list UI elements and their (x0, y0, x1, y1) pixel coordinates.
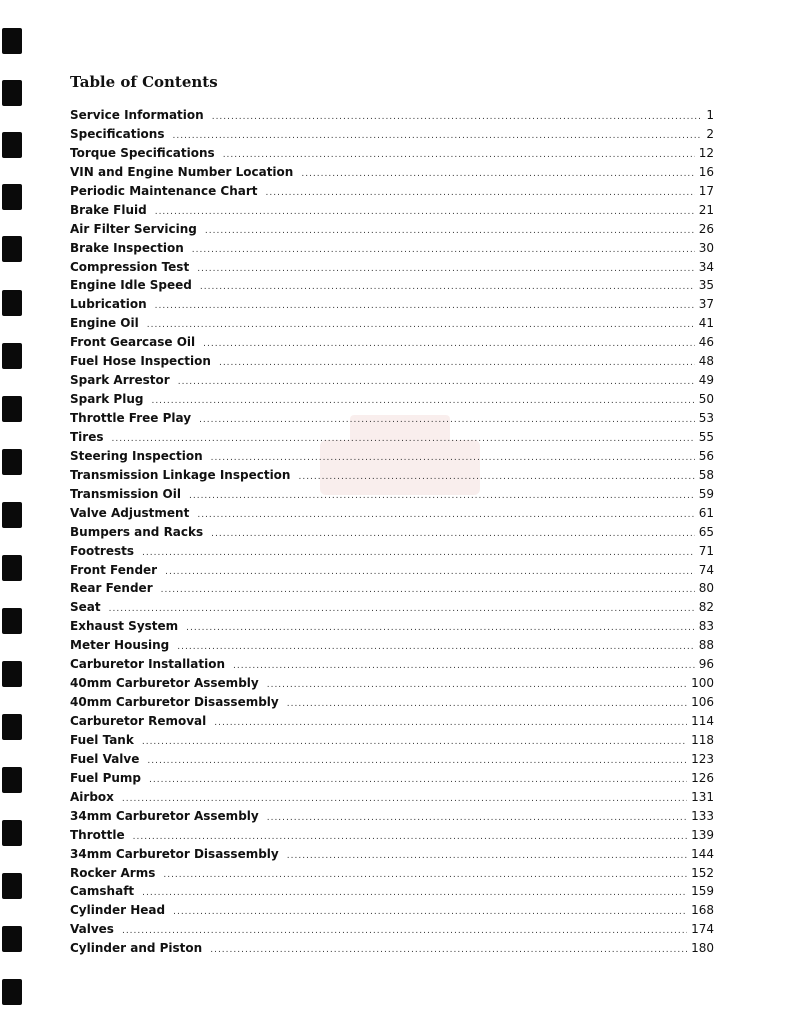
toc-dot-leader (173, 903, 687, 922)
toc-entry[interactable] (70, 504, 714, 523)
toc-dot-leader (155, 297, 695, 316)
toc-entry-title: Fuel Valve (70, 751, 140, 766)
toc-page-number: 30 (698, 240, 714, 255)
toc-entry-title: Footrests (70, 543, 135, 558)
toc-entry[interactable] (70, 371, 714, 390)
punch-hole (2, 132, 22, 158)
toc-page-number: 48 (698, 354, 714, 369)
toc-entry-title: Engine Oil (70, 316, 139, 331)
punch-hole (2, 343, 22, 369)
toc-dot-leader (177, 638, 694, 657)
toc-page-number: 100 (691, 676, 714, 691)
toc-page-number: 26 (698, 221, 714, 236)
toc-entry-title: Tires (70, 429, 104, 444)
toc-page-number: 49 (698, 373, 714, 388)
toc-dot-leader (109, 600, 695, 619)
toc-page-number: 21 (698, 202, 714, 217)
toc-entry[interactable] (70, 182, 714, 201)
toc-entry[interactable] (70, 523, 714, 542)
toc-entry-title: 40mm Carburetor Assembly (70, 676, 259, 691)
toc-entry[interactable] (70, 295, 714, 314)
toc-entry-title: Camshaft (70, 884, 135, 899)
toc-dot-leader (147, 316, 695, 335)
toc-entry-title: Meter Housing (70, 638, 170, 653)
toc-entry-title: Transmission Linkage Inspection (70, 467, 291, 482)
toc-dot-leader (142, 733, 687, 752)
toc-page-number: 46 (698, 335, 714, 350)
punch-hole (2, 661, 22, 687)
toc-page-number: 58 (698, 467, 714, 482)
toc-page-number: 80 (698, 581, 714, 596)
toc-entry-title: Brake Inspection (70, 240, 184, 255)
toc-entry-title: Valve Adjustment (70, 505, 190, 520)
toc-entry[interactable] (70, 258, 714, 277)
toc-page-number: 37 (698, 297, 714, 312)
toc-page-number: 2 (706, 126, 714, 141)
toc-entry-title: Periodic Maintenance Chart (70, 183, 258, 198)
toc-page-number: 152 (691, 865, 714, 880)
toc-dot-leader (165, 563, 695, 582)
toc-dot-leader (142, 884, 687, 903)
toc-entry[interactable] (70, 845, 714, 864)
punch-hole (2, 502, 22, 528)
toc-entry-title: Lubrication (70, 297, 147, 312)
toc-page-number: 1 (706, 108, 714, 122)
toc-entry-title: Cylinder Head (70, 903, 166, 918)
punch-hole (2, 714, 22, 740)
punch-hole (2, 80, 22, 106)
punch-hole (2, 873, 22, 899)
toc-page-number: 61 (698, 505, 714, 520)
toc-entry[interactable] (70, 901, 714, 920)
toc-page-number: 131 (691, 789, 714, 804)
toc-page-number: 139 (691, 827, 714, 842)
toc-dot-leader (219, 354, 695, 373)
toc-page-number: 96 (698, 657, 714, 672)
toc-entry[interactable] (70, 750, 714, 769)
toc-entry-title: Steering Inspection (70, 448, 203, 463)
toc-entry[interactable] (70, 769, 714, 788)
toc-dot-leader (172, 127, 702, 146)
toc-page-number: 59 (698, 486, 714, 501)
toc-dot-leader (212, 108, 703, 127)
toc-page-number: 118 (691, 732, 714, 747)
toc-dot-leader (266, 184, 695, 203)
toc-dot-leader (147, 752, 687, 771)
toc-entry-title: Carburetor Removal (70, 714, 207, 728)
toc-entry-title: Throttle Free Play (70, 411, 192, 425)
toc-page-number: 123 (691, 751, 714, 766)
toc-page-number: 83 (698, 619, 714, 634)
toc-dot-leader (214, 714, 687, 733)
toc-page-number: 114 (691, 714, 714, 728)
toc-entry-title: Rocker Arms (70, 865, 156, 880)
punch-hole (2, 449, 22, 475)
toc-page-number: 174 (691, 922, 714, 937)
toc-dot-leader (287, 847, 687, 866)
toc-entry-title: Cylinder and Piston (70, 941, 203, 956)
toc-dot-leader (155, 203, 695, 222)
toc-entry[interactable] (70, 125, 714, 144)
toc-page-number: 180 (691, 941, 714, 956)
toc-entry[interactable] (70, 390, 714, 409)
toc-dot-leader (267, 676, 687, 695)
toc-entry-title: Spark Arrestor (70, 373, 170, 388)
toc-page-number: 35 (698, 278, 714, 293)
toc-entry[interactable] (70, 239, 714, 258)
page-title: Table of Contents (70, 73, 218, 91)
punch-hole (2, 767, 22, 793)
toc-entry-title: Carburetor Installation (70, 657, 226, 672)
toc-entry-title: 34mm Carburetor Disassembly (70, 846, 279, 861)
toc-entry-title: Transmission Oil (70, 486, 181, 501)
toc-entry[interactable] (70, 939, 714, 958)
toc-dot-leader (197, 260, 695, 279)
toc-entry-title: Service Information (70, 108, 204, 122)
punch-hole (2, 290, 22, 316)
punch-hole (2, 926, 22, 952)
toc-dot-leader (142, 544, 695, 563)
toc-entry-title: Valves (70, 922, 114, 937)
toc-dot-leader (199, 411, 695, 430)
toc-entry[interactable] (70, 882, 714, 901)
toc-entry-title: Front Gearcase Oil (70, 335, 196, 350)
toc-entry-title: Spark Plug (70, 392, 144, 407)
toc-entry[interactable] (70, 826, 714, 845)
toc-entry[interactable] (70, 693, 714, 712)
toc-page-number: 53 (698, 411, 714, 425)
toc-entry-title: Rear Fender (70, 581, 153, 596)
punch-hole (2, 236, 22, 262)
toc-page-number: 65 (698, 524, 714, 539)
toc-page-number: 82 (698, 600, 714, 615)
toc-dot-leader (267, 809, 687, 828)
toc-entry-title: Throttle (70, 827, 125, 842)
toc-dot-leader (163, 866, 687, 885)
toc-page-number: 56 (698, 448, 714, 463)
toc-entry-title: Airbox (70, 789, 114, 804)
toc-entry-title: VIN and Engine Number Location (70, 164, 294, 179)
toc-page-number: 50 (698, 392, 714, 407)
toc-dot-leader (197, 506, 694, 525)
toc-entry-title: Front Fender (70, 562, 158, 577)
toc-entry[interactable] (70, 485, 714, 504)
toc-entry[interactable] (70, 920, 714, 939)
punch-hole (2, 979, 22, 1005)
toc-entry-title: Specifications (70, 126, 165, 141)
toc-entry[interactable] (70, 731, 714, 750)
toc-dot-leader (233, 657, 695, 676)
toc-entry[interactable] (70, 864, 714, 883)
toc-entry[interactable] (70, 106, 714, 125)
toc-entry-title: Fuel Pump (70, 770, 142, 785)
toc-dot-leader (149, 771, 687, 790)
toc-dot-leader (205, 222, 695, 241)
punch-hole (2, 396, 22, 422)
toc-dot-leader (298, 468, 694, 487)
toc-entry[interactable] (70, 276, 714, 295)
toc-entry[interactable] (70, 333, 714, 352)
toc-dot-leader (211, 525, 695, 544)
toc-entry[interactable] (70, 636, 714, 655)
toc-entry-title: Exhaust System (70, 619, 179, 634)
toc-entry[interactable] (70, 314, 714, 333)
toc-entry[interactable] (70, 220, 714, 239)
toc-page-number: 126 (691, 770, 714, 785)
toc-dot-leader (178, 373, 695, 392)
toc-entry-title: 34mm Carburetor Assembly (70, 808, 259, 823)
toc-dot-leader (301, 165, 694, 184)
toc-page-number: 71 (698, 543, 714, 558)
punch-hole (2, 555, 22, 581)
toc-entry[interactable] (70, 466, 714, 485)
toc-entry[interactable] (70, 201, 714, 220)
toc-entry[interactable] (70, 674, 714, 693)
toc-entry[interactable] (70, 598, 714, 617)
toc-page-number: 144 (691, 846, 714, 861)
toc-dot-leader (151, 392, 694, 411)
toc-entry[interactable] (70, 352, 714, 371)
toc-entry[interactable] (70, 617, 714, 636)
table-of-contents (70, 106, 714, 958)
toc-page-number: 159 (691, 884, 714, 899)
toc-dot-leader (189, 487, 695, 506)
toc-entry-title: Compression Test (70, 259, 190, 274)
toc-entry[interactable] (70, 447, 714, 466)
punch-hole (2, 28, 22, 54)
toc-page-number: 12 (698, 145, 714, 160)
toc-page-number: 88 (698, 638, 714, 653)
toc-page-number: 17 (698, 183, 714, 198)
punch-hole (2, 820, 22, 846)
toc-entry[interactable] (70, 428, 714, 447)
toc-entry[interactable] (70, 561, 714, 580)
toc-entry[interactable] (70, 163, 714, 182)
toc-page-number: 106 (691, 695, 714, 710)
toc-entry-title: Brake Fluid (70, 202, 147, 217)
toc-page-number: 41 (698, 316, 714, 331)
toc-dot-leader (161, 581, 695, 600)
toc-entry-title: Engine Idle Speed (70, 278, 192, 293)
toc-dot-leader (186, 619, 695, 638)
punch-hole (2, 608, 22, 634)
toc-dot-leader (192, 241, 695, 260)
toc-entry[interactable] (70, 788, 714, 807)
toc-entry[interactable] (70, 579, 714, 598)
toc-entry-title: Air Filter Servicing (70, 221, 197, 236)
toc-entry[interactable] (70, 409, 714, 428)
toc-dot-leader (200, 278, 695, 297)
toc-entry[interactable] (70, 542, 714, 561)
toc-entry[interactable] (70, 655, 714, 674)
toc-dot-leader (210, 941, 687, 960)
toc-entry-title: 40mm Carburetor Disassembly (70, 695, 279, 710)
toc-entry-title: Seat (70, 600, 101, 615)
toc-entry-title: Torque Specifications (70, 145, 215, 160)
toc-page-number: 168 (691, 903, 714, 918)
toc-page-number: 34 (698, 259, 714, 274)
toc-page-number: 55 (698, 429, 714, 444)
toc-entry[interactable] (70, 144, 714, 163)
binding-punch-holes (0, 0, 24, 1035)
toc-entry-title: Bumpers and Racks (70, 524, 204, 539)
punch-hole (2, 184, 22, 210)
toc-entry-title: Fuel Hose Inspection (70, 354, 211, 369)
toc-dot-leader (203, 335, 695, 354)
toc-entry[interactable] (70, 807, 714, 826)
toc-entry[interactable] (70, 712, 714, 731)
toc-page-number: 16 (698, 164, 714, 179)
toc-page-number: 74 (698, 562, 714, 577)
toc-dot-leader (287, 695, 687, 714)
toc-page-number: 133 (691, 808, 714, 823)
toc-entry-title: Fuel Tank (70, 732, 134, 747)
